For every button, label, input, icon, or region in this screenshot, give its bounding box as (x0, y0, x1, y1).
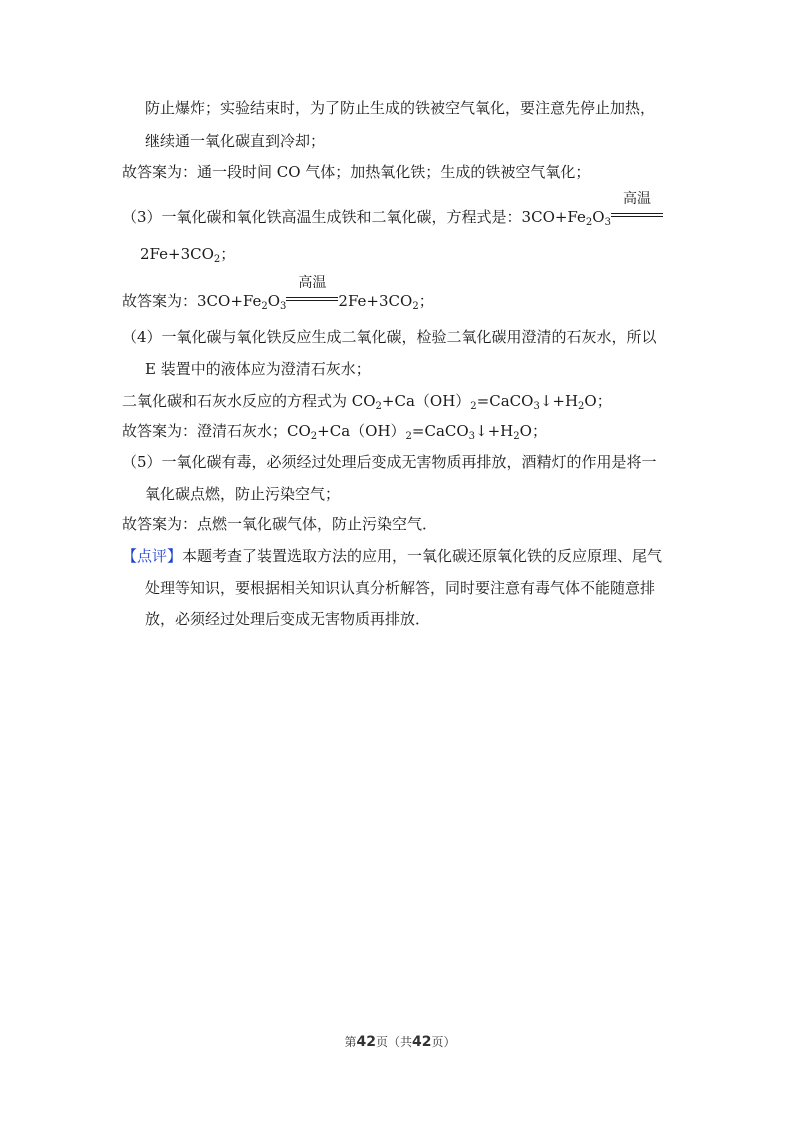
answer-line: 故答案为：澄清石灰水；$CO_2+Ca(OH)_2=CaCO_3↓+H_2O$； (122, 422, 547, 442)
total-pages: 42 (412, 1034, 432, 1050)
equation-line: $2Fe+3CO_2$； (140, 245, 236, 265)
reaction-condition: 高温 (611, 202, 663, 222)
comment-line: 【点评】本题考查了装置选取方法的应用，一氧化碳还原氧化铁的反应原理、尾气 (122, 547, 663, 565)
answer-line: 故答案为：点燃一氧化碳气体，防止污染空气． (122, 515, 438, 533)
answer-line: 故答案为：通一段时间 CO 气体；加热氧化铁；生成的铁被空气氧化； (122, 163, 591, 181)
page-footer: 第42页（共42页） (344, 1034, 456, 1050)
paragraph-line: E 装置中的液体应为澄清石灰水； (145, 360, 371, 378)
equation-line: （3）一氧化碳和氧化铁高温生成铁和二氧化碳，方程式是：$3CO+Fe_2O_3$ 高温 (122, 202, 663, 227)
paragraph-line: （4）一氧化碳与氧化铁反应生成二氧化碳，检验二氧化碳用澄清的石灰水，所以 (122, 328, 657, 346)
reaction-condition: 高温 (286, 286, 338, 306)
comment-tag: 【点评】 (122, 547, 183, 565)
paragraph-line: 防止爆炸；实验结束时，为了防止生成的铁被空气氧化，要注意先停止加热， (145, 99, 656, 117)
comment-line: 处理等知识，要根据相关知识认真分析解答，同时要注意有毒气体不能随意排 (145, 579, 656, 597)
equation-line: 二氧化碳和石灰水反应的方程式为 $CO_2+Ca(OH)_2=CaCO_3↓+H_2O$； (122, 392, 612, 412)
comment-line: 放，必须经过处理后变成无害物质再排放． (145, 610, 431, 628)
page-number: 42 (356, 1034, 376, 1050)
paragraph-line: 继续通一氧化碳直到冷却； (145, 132, 326, 150)
answer-line: 故答案为：$3CO+Fe_2O_3$ 高温 $2Fe+3CO_2$； (122, 275, 434, 312)
paragraph-line: （5）一氧化碳有毒，必须经过处理后变成无害物质再排放，酒精灯的作用是将一 (122, 453, 657, 471)
paragraph-line: 氧化碳点燃，防止污染空气； (145, 485, 341, 503)
